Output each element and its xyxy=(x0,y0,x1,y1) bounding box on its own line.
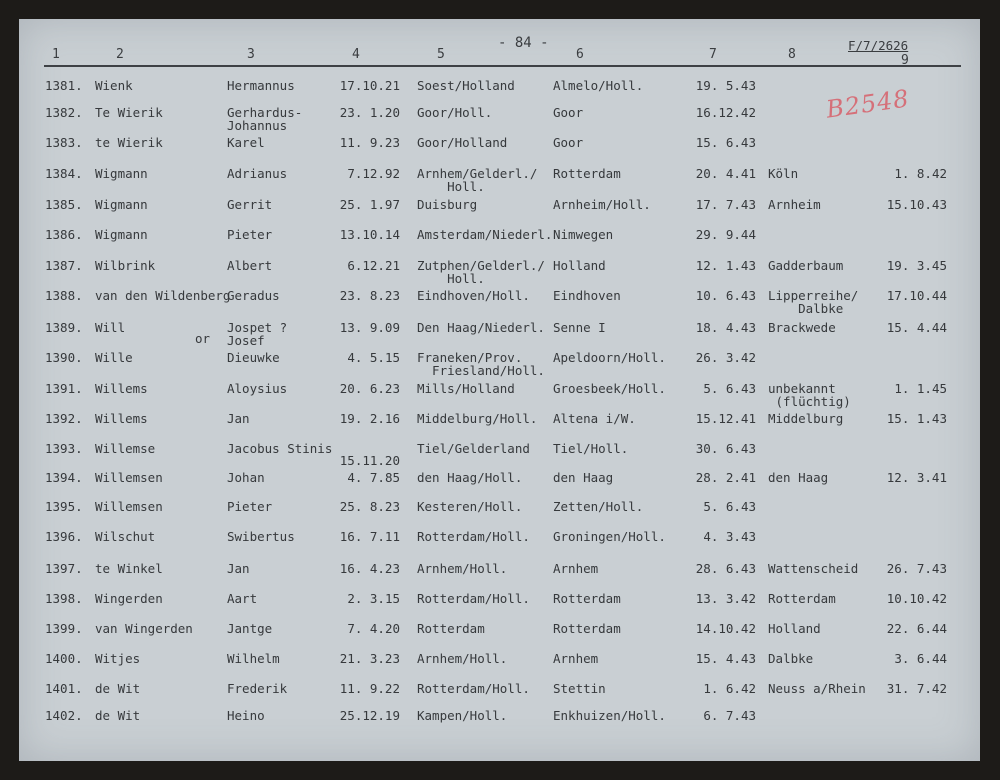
residence: Tiel/Holl. xyxy=(553,441,629,456)
exit-date: 1. 1.45 xyxy=(894,381,947,396)
entry-number: 1399. xyxy=(45,621,83,636)
header-rule xyxy=(44,65,961,67)
column-number: 2 xyxy=(116,47,124,62)
birthplace: Kampen/Holl. xyxy=(417,708,508,723)
entry-number: 1402. xyxy=(45,708,83,723)
residence: Goor xyxy=(553,135,584,150)
entry-number: 1381. xyxy=(45,78,83,93)
residence: Holland xyxy=(553,258,606,273)
birth-date: 4. 5.15 xyxy=(347,350,400,365)
birthplace: Den Haag/Niederl. xyxy=(417,320,545,335)
birthplace: Franeken/Prov. Friesland/Holl. xyxy=(417,350,545,378)
given-name: Frederik xyxy=(227,681,288,696)
entry-date: 18. 4.43 xyxy=(695,320,756,335)
entry-date: 10. 6.43 xyxy=(695,288,756,303)
given-name: Gerrit xyxy=(227,197,273,212)
birthplace: Middelburg/Holl. xyxy=(417,411,538,426)
exit-date: 10.10.42 xyxy=(886,591,947,606)
entry-number: 1385. xyxy=(45,197,83,212)
entry-number: 1388. xyxy=(45,288,83,303)
entry-date: 30. 6.43 xyxy=(695,441,756,456)
birthplace: Arnhem/Gelderl./ Holl. xyxy=(417,166,538,194)
column-number: 4 xyxy=(352,47,360,62)
entry-number: 1391. xyxy=(45,381,83,396)
residence: Groningen/Holl. xyxy=(553,529,666,544)
birth-date: 25. 8.23 xyxy=(339,499,400,514)
given-name: Dieuwke xyxy=(227,350,280,365)
entry-date: 6. 7.43 xyxy=(703,708,756,723)
birth-date: 11. 9.22 xyxy=(339,681,400,696)
surname: Willems xyxy=(95,411,148,426)
birth-date: 25. 1.97 xyxy=(339,197,400,212)
entry-date: 15. 6.43 xyxy=(695,135,756,150)
exit-date: 12. 3.41 xyxy=(886,470,947,485)
exit-date: 17.10.44 xyxy=(886,288,947,303)
residence: Enkhuizen/Holl. xyxy=(553,708,666,723)
entry-date: 17. 7.43 xyxy=(695,197,756,212)
page-number: - 84 - xyxy=(498,35,549,51)
birthplace: Rotterdam xyxy=(417,621,485,636)
surname: de Wit xyxy=(95,681,141,696)
surname: Wilbrink xyxy=(95,258,156,273)
residence: Arnhem xyxy=(553,561,599,576)
birthplace: Zutphen/Gelderl./ Holl. xyxy=(417,258,545,286)
surname: Wingerden xyxy=(95,591,163,606)
birthplace: Goor/Holland xyxy=(417,135,508,150)
entry-number: 1400. xyxy=(45,651,83,666)
entry-date: 29. 9.44 xyxy=(695,227,756,242)
birth-date: 13.10.14 xyxy=(339,227,400,242)
entry-number: 1382. xyxy=(45,105,83,120)
exit-date: 19. 3.45 xyxy=(886,258,947,273)
birth-date: 2. 3.15 xyxy=(347,591,400,606)
exit-date: 15.10.43 xyxy=(886,197,947,212)
column-number: 9 xyxy=(901,53,909,68)
entry-date: 28. 6.43 xyxy=(695,561,756,576)
surname: Willemse xyxy=(95,441,156,456)
residence: Arnhem xyxy=(553,651,599,666)
residence: den Haag xyxy=(553,470,614,485)
given-name: Jan xyxy=(227,411,250,426)
birth-date: 16. 7.11 xyxy=(339,529,400,544)
entry-number: 1395. xyxy=(45,499,83,514)
given-name: Aloysius xyxy=(227,381,288,396)
birth-date: 23. 8.23 xyxy=(339,288,400,303)
entry-number: 1398. xyxy=(45,591,83,606)
surname: Willems xyxy=(95,381,148,396)
given-name: Pieter xyxy=(227,499,273,514)
given-name: Jan xyxy=(227,561,250,576)
entry-date: 5. 6.43 xyxy=(703,499,756,514)
surname: te Wierik xyxy=(95,135,163,150)
entry-date: 28. 2.41 xyxy=(695,470,756,485)
given-name: Aart xyxy=(227,591,258,606)
birth-date: 7.12.92 xyxy=(347,166,400,181)
surname: Willemsen xyxy=(95,499,163,514)
entry-number: 1396. xyxy=(45,529,83,544)
surname: van den Wildenberg xyxy=(95,288,231,303)
surname: Te Wierik xyxy=(95,105,163,120)
exit-date: 26. 7.43 xyxy=(886,561,947,576)
exit-date: 1. 8.42 xyxy=(894,166,947,181)
exit-date: 15. 4.44 xyxy=(886,320,947,335)
entry-number: 1387. xyxy=(45,258,83,273)
given-name: Geradus xyxy=(227,288,280,303)
birth-date: 21. 3.23 xyxy=(339,651,400,666)
exit-date: 15. 1.43 xyxy=(886,411,947,426)
given-name: Jantge xyxy=(227,621,273,636)
entry-number: 1393. xyxy=(45,441,83,456)
residence: Nimwegen xyxy=(553,227,614,242)
given-name: Heino xyxy=(227,708,265,723)
place: Neuss a/Rhein xyxy=(768,681,866,696)
exit-date: 22. 6.44 xyxy=(886,621,947,636)
entry-date: 4. 3.43 xyxy=(703,529,756,544)
entry-date: 13. 3.42 xyxy=(695,591,756,606)
entry-number: 1384. xyxy=(45,166,83,181)
birthplace: Rotterdam/Holl. xyxy=(417,681,530,696)
residence: Eindhoven xyxy=(553,288,621,303)
surname: Wille xyxy=(95,350,133,365)
residence: Apeldoorn/Holl. xyxy=(553,350,666,365)
birthplace: den Haag/Holl. xyxy=(417,470,523,485)
entry-number: 1389. xyxy=(45,320,83,335)
surname: Witjes xyxy=(95,651,141,666)
entry-date: 26. 3.42 xyxy=(695,350,756,365)
place: Wattenscheid xyxy=(768,561,859,576)
place: Gadderbaum xyxy=(768,258,844,273)
surname: Wigmann xyxy=(95,166,148,181)
or-note: or xyxy=(195,331,211,346)
birthplace: Kesteren/Holl. xyxy=(417,499,523,514)
entry-number: 1383. xyxy=(45,135,83,150)
place: Holland xyxy=(768,621,821,636)
given-name: Jacobus Stinis xyxy=(227,441,333,456)
residence: Groesbeek/Holl. xyxy=(553,381,666,396)
surname: Wigmann xyxy=(95,197,148,212)
entry-number: 1392. xyxy=(45,411,83,426)
birth-date: 19. 2.16 xyxy=(339,411,400,426)
birth-date: 17.10.21 xyxy=(339,78,400,93)
birthplace: Eindhoven/Holl. xyxy=(417,288,530,303)
birthplace: Arnhem/Holl. xyxy=(417,651,508,666)
surname: Wigmann xyxy=(95,227,148,242)
place: Rotterdam xyxy=(768,591,836,606)
handwritten-stamp-number: B2548 xyxy=(824,84,912,124)
birth-date: 25.12.19 xyxy=(339,708,400,723)
residence: Goor xyxy=(553,105,584,120)
given-name: Karel xyxy=(227,135,265,150)
given-name: Hermannus xyxy=(227,78,295,93)
residence: Almelo/Holl. xyxy=(553,78,644,93)
entry-date: 15. 4.43 xyxy=(695,651,756,666)
exit-date: 3. 6.44 xyxy=(894,651,947,666)
entry-number: 1397. xyxy=(45,561,83,576)
place: Brackwede xyxy=(768,320,836,335)
given-name: Pieter xyxy=(227,227,273,242)
given-name: Adrianus xyxy=(227,166,288,181)
column-number: 1 xyxy=(52,47,60,62)
birth-date: 23. 1.20 xyxy=(339,105,400,120)
entry-date: 12. 1.43 xyxy=(695,258,756,273)
birth-date: 13. 9.09 xyxy=(339,320,400,335)
column-number: 3 xyxy=(247,47,255,62)
surname: de Wit xyxy=(95,708,141,723)
birthplace: Rotterdam/Holl. xyxy=(417,529,530,544)
birth-date: 6.12.21 xyxy=(347,258,400,273)
given-name: Johan xyxy=(227,470,265,485)
residence: Rotterdam xyxy=(553,621,621,636)
residence: Rotterdam xyxy=(553,591,621,606)
place: Dalbke xyxy=(768,651,814,666)
birthplace: Mills/Holland xyxy=(417,381,515,396)
birthplace: Rotterdam/Holl. xyxy=(417,591,530,606)
surname: Willemsen xyxy=(95,470,163,485)
birth-date: 16. 4.23 xyxy=(339,561,400,576)
residence: Senne I xyxy=(553,320,606,335)
entry-date: 14.10.42 xyxy=(695,621,756,636)
reference-code: F/7/2626 xyxy=(848,38,909,53)
entry-number: 1386. xyxy=(45,227,83,242)
surname: Wilschut xyxy=(95,529,156,544)
birthplace: Arnhem/Holl. xyxy=(417,561,508,576)
given-name: Gerhardus- Johannus xyxy=(227,105,303,133)
surname: Will xyxy=(95,320,126,335)
surname: Wienk xyxy=(95,78,133,93)
surname: te Winkel xyxy=(95,561,163,576)
entry-number: 1390. xyxy=(45,350,83,365)
birth-date: 20. 6.23 xyxy=(339,381,400,396)
entry-date: 20. 4.41 xyxy=(695,166,756,181)
given-name: Wilhelm xyxy=(227,651,280,666)
column-number: 5 xyxy=(437,47,445,62)
column-number: 6 xyxy=(576,47,584,62)
birth-date: 11. 9.23 xyxy=(339,135,400,150)
residence: Altena i/W. xyxy=(553,411,636,426)
entry-date: 5. 6.43 xyxy=(703,381,756,396)
entry-number: 1394. xyxy=(45,470,83,485)
birthplace: Amsterdam/Niederl. xyxy=(417,227,553,242)
given-name: Swibertus xyxy=(227,529,295,544)
birth-date: 4. 7.85 xyxy=(347,470,400,485)
residence: Stettin xyxy=(553,681,606,696)
place: Lipperreihe/ Dalbke xyxy=(768,288,859,316)
residence: Rotterdam xyxy=(553,166,621,181)
surname: van Wingerden xyxy=(95,621,193,636)
birth-date: 15.11.20 xyxy=(339,453,400,468)
place: Köln xyxy=(768,166,799,181)
birthplace: Tiel/Gelderland xyxy=(417,441,530,456)
entry-date: 19. 5.43 xyxy=(695,78,756,93)
exit-date: 31. 7.42 xyxy=(886,681,947,696)
residence: Zetten/Holl. xyxy=(553,499,644,514)
given-name: Albert xyxy=(227,258,273,273)
given-name: Jospet ? Josef xyxy=(227,320,288,348)
place: Middelburg xyxy=(768,411,844,426)
entry-date: 15.12.41 xyxy=(695,411,756,426)
entry-date: 16.12.42 xyxy=(695,105,756,120)
place: unbekannt (flüchtig) xyxy=(768,381,851,409)
birthplace: Soest/Holland xyxy=(417,78,515,93)
residence: Arnheim/Holl. xyxy=(553,197,651,212)
column-number: 7 xyxy=(709,47,717,62)
birthplace: Duisburg xyxy=(417,197,478,212)
column-number: 8 xyxy=(788,47,796,62)
place: den Haag xyxy=(768,470,829,485)
entry-number: 1401. xyxy=(45,681,83,696)
place: Arnheim xyxy=(768,197,821,212)
birth-date: 7. 4.20 xyxy=(347,621,400,636)
entry-date: 1. 6.42 xyxy=(703,681,756,696)
birthplace: Goor/Holl. xyxy=(417,105,493,120)
